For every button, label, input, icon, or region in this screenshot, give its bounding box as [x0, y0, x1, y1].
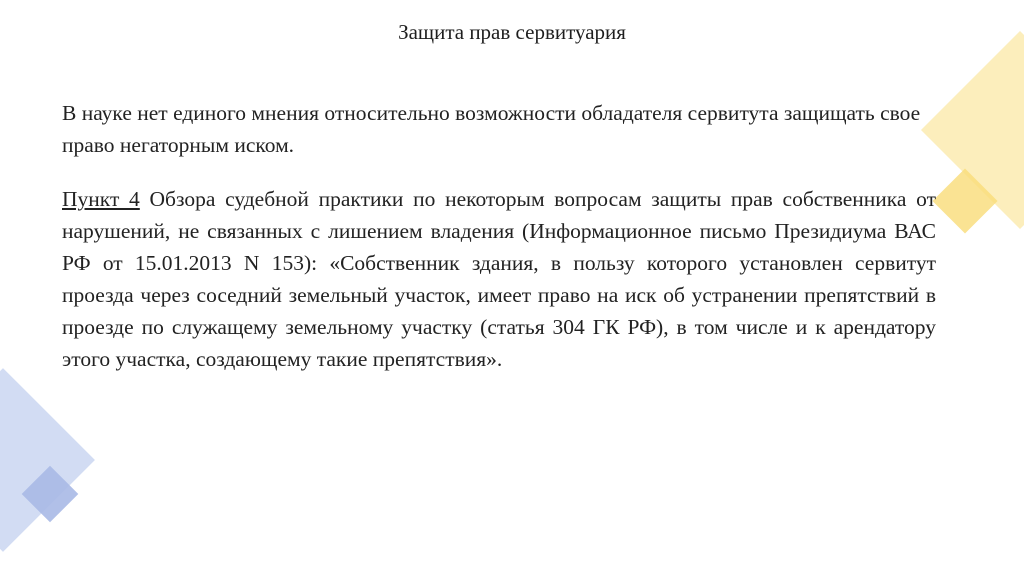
blue-diamond-large — [0, 368, 95, 552]
paragraph-2-link[interactable]: Пункт 4 — [62, 187, 140, 211]
paragraph-2-text: Обзора судебной практики по некоторым вопросам защиты прав собственника от нарушений, не связанных с лишением владения (Информационное письмо Президиума ВАС РФ от 15.01.2013 N 153): «Собственник здания, в пользу которого установлен сервитут проезда через соседний земельный участок, имеет право на иск об устранении препятствий в проезде по служащему земельному участку (статья 304 ГК РФ), в том числе и к арендатору этого участка, создающему такие препятствия». — [62, 187, 937, 371]
paragraph-2 — [62, 183, 936, 375]
paragraph-1: В науке нет единого мнения относительно возможности обладателя сервитута защищать свое право негаторным иском. — [62, 101, 921, 157]
slide-title: Защита прав сервитуария — [398, 20, 626, 44]
